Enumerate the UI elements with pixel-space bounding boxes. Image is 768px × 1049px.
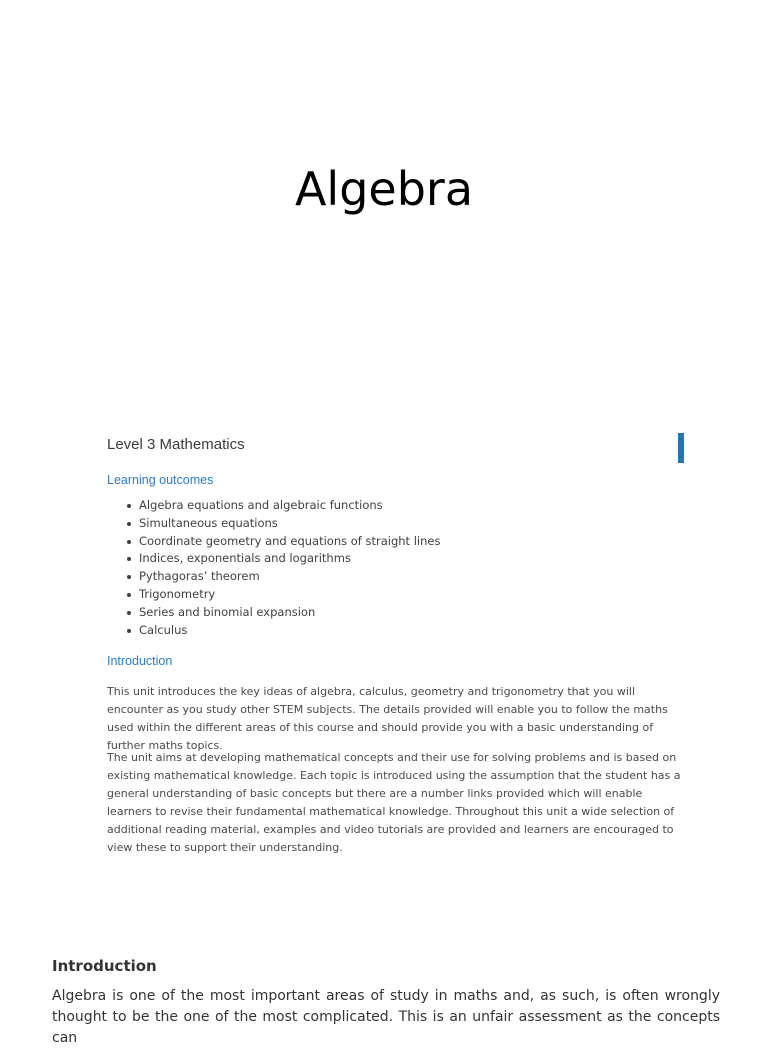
list-item: Indices, exponentials and logarithms	[139, 550, 440, 568]
card-aims-paragraph: The unit aims at developing mathematical concepts and their use for solving problems and is based on existing mathematical knowledge. Each topic is introduced using the assumption that the student has a general understanding of basic concepts but there are a number links provided which will enable learners to revise their fundamental mathematical knowledge. Throughout this unit a wide selection of additional reading material, examples and video tutorials are provided and learners are encouraged to view these to support their understanding.	[107, 751, 681, 854]
list-item: Calculus	[139, 622, 440, 640]
list-item: Pythagoras’ theorem	[139, 568, 440, 586]
list-item: Simultaneous equations	[139, 515, 440, 533]
card-heading: Level 3 Mathematics	[107, 436, 245, 453]
list-item: Series and binomial expansion	[139, 604, 440, 622]
document-title: Algebra	[294, 162, 474, 216]
accent-bar	[678, 433, 684, 463]
learning-outcomes-heading: Learning outcomes	[107, 473, 214, 487]
list-item: Algebra equations and algebraic functions	[139, 497, 440, 515]
card-intro-paragraph: This unit introduces the key ideas of algebra, calculus, geometry and trigonometry that you will encounter as you study other STEM subjects. The details provided will enable you to follow the maths used within the different areas of this course and should provide you with a basic understanding of further maths topics.	[107, 685, 668, 752]
introduction-heading: Introduction	[52, 957, 157, 975]
list-item: Trigonometry	[139, 586, 440, 604]
learning-outcomes-list	[107, 497, 440, 639]
course-summary-card	[94, 428, 688, 868]
card-introduction-heading: Introduction	[107, 654, 173, 668]
list-item: Coordinate geometry and equations of straight lines	[139, 533, 440, 551]
introduction-paragraph: Algebra is one of the most important areas of study in maths and, as such, is often wrongly thought to be the one of the most complicated. This is an unfair assessment as the concepts can	[52, 988, 720, 1046]
